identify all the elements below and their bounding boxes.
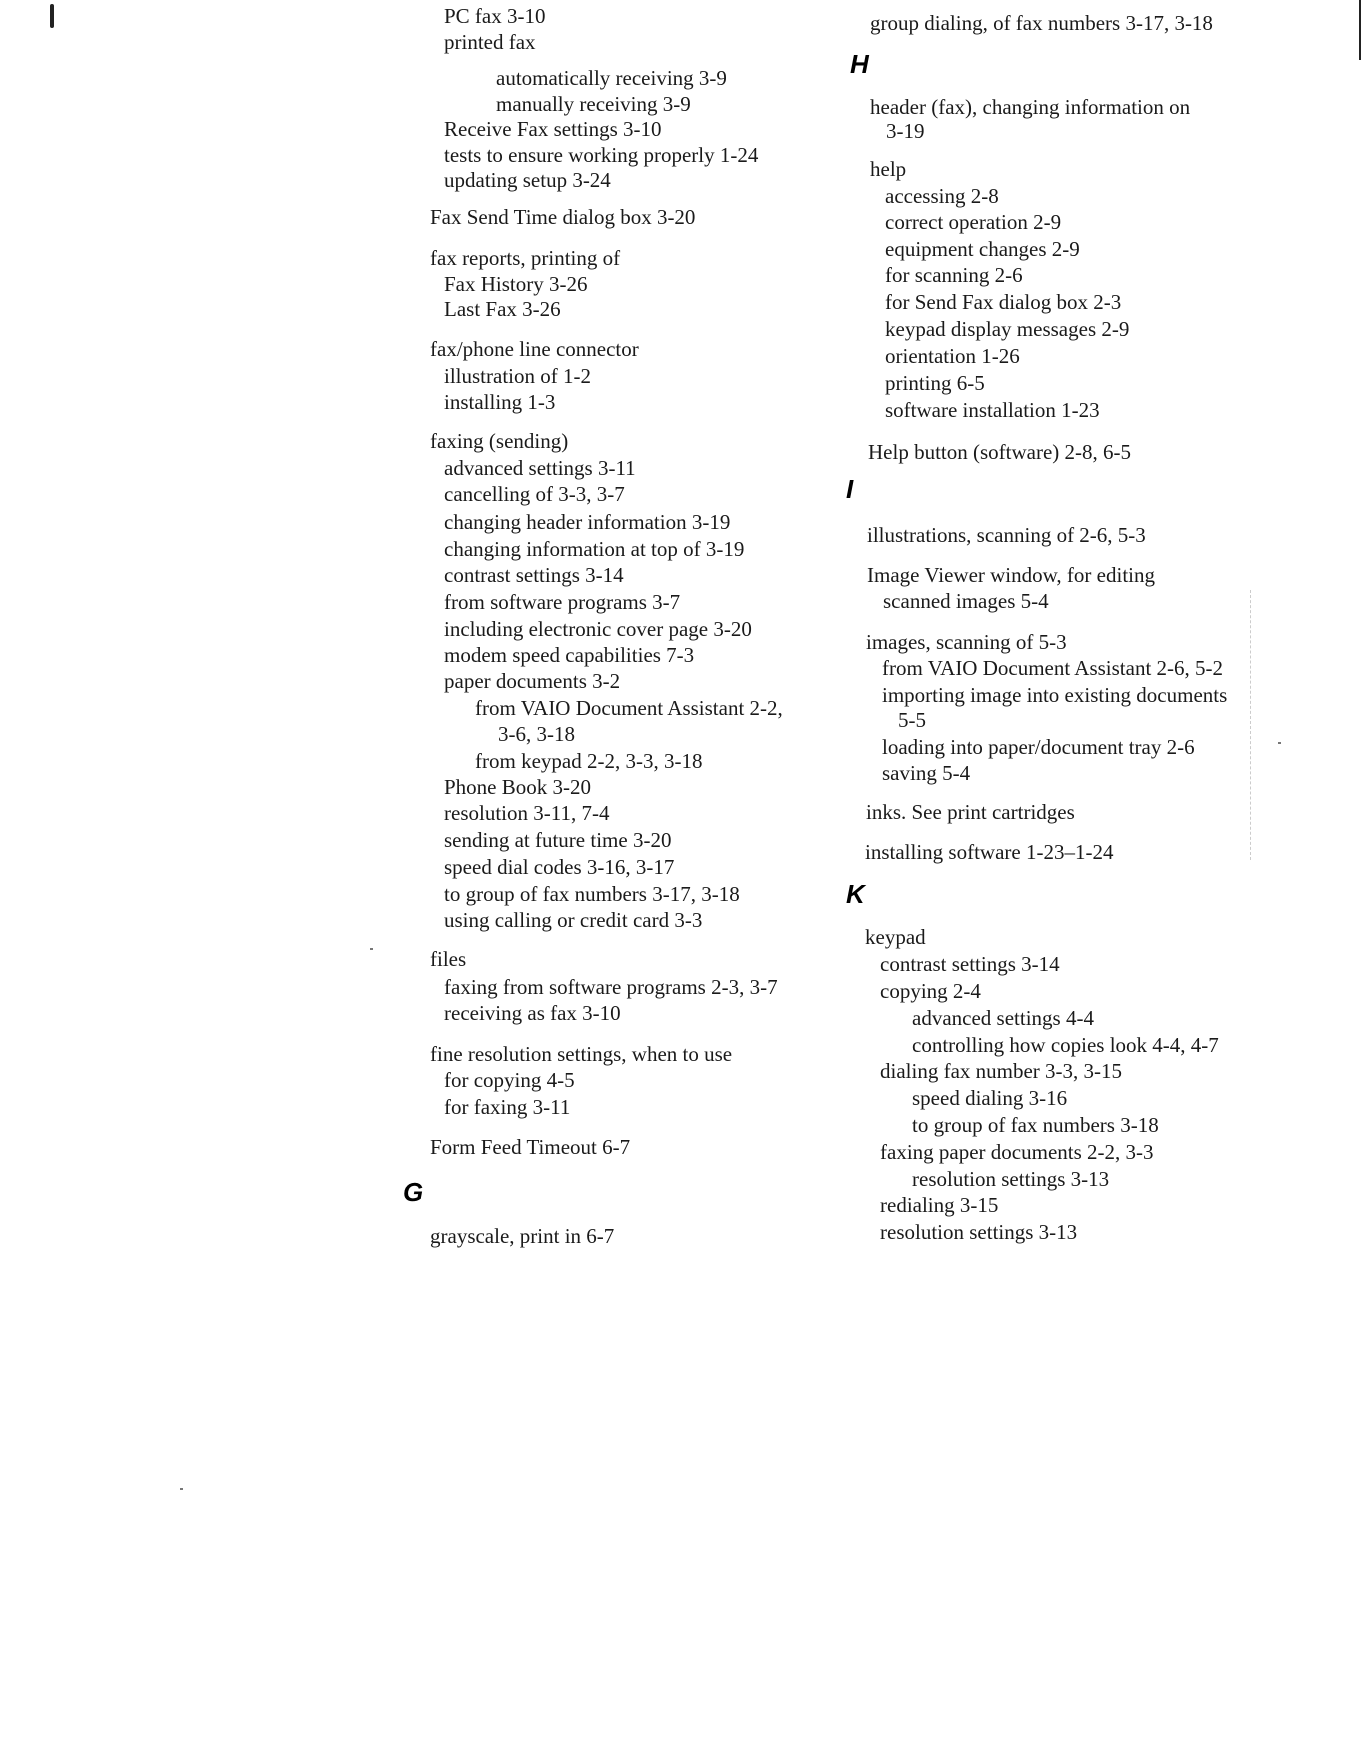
index-entry: keypad bbox=[865, 925, 926, 949]
index-entry: images, scanning of 5-3 bbox=[866, 630, 1067, 654]
index-entry: including electronic cover page 3-20 bbox=[444, 617, 752, 641]
index-entry: controlling how copies look 4-4, 4-7 bbox=[912, 1033, 1219, 1057]
index-entry: Last Fax 3-26 bbox=[444, 297, 561, 321]
index-entry: to group of fax numbers 3-18 bbox=[912, 1113, 1159, 1137]
index-entry: 3-19 bbox=[886, 119, 925, 143]
index-entry: sending at future time 3-20 bbox=[444, 828, 672, 852]
index-entry: faxing paper documents 2-2, 3-3 bbox=[880, 1140, 1154, 1164]
index-entry: faxing from software programs 2-3, 3-7 bbox=[444, 975, 778, 999]
scan-artifact-line bbox=[1250, 590, 1252, 860]
index-entry: importing image into existing documents bbox=[882, 683, 1228, 707]
index-entry: Phone Book 3-20 bbox=[444, 775, 591, 799]
index-entry: faxing (sending) bbox=[430, 429, 569, 453]
index-entry: scanned images 5-4 bbox=[883, 589, 1049, 613]
index-entry: equipment changes 2-9 bbox=[885, 237, 1080, 261]
index-entry: cancelling of 3-3, 3-7 bbox=[444, 482, 625, 506]
index-entry: installing 1-3 bbox=[444, 390, 556, 414]
scan-speck bbox=[370, 948, 373, 950]
index-entry: automatically receiving 3-9 bbox=[496, 66, 727, 90]
scan-speck bbox=[180, 1488, 183, 1490]
index-entry: Receive Fax settings 3-10 bbox=[444, 117, 662, 141]
index-entry: from VAIO Document Assistant 2-6, 5-2 bbox=[882, 656, 1224, 680]
index-entry: 5-5 bbox=[898, 708, 926, 732]
index-entry: Fax History 3-26 bbox=[444, 272, 588, 296]
index-entry: printing 6-5 bbox=[885, 371, 985, 395]
index-entry: for scanning 2-6 bbox=[885, 263, 1023, 287]
index-entry: using calling or credit card 3-3 bbox=[444, 908, 703, 932]
index-entry: keypad display messages 2-9 bbox=[885, 317, 1130, 341]
index-entry: changing information at top of 3-19 bbox=[444, 537, 745, 561]
index-entry: printed fax bbox=[444, 30, 536, 54]
index-entry: resolution 3-11, 7-4 bbox=[444, 801, 610, 825]
index-entry: receiving as fax 3-10 bbox=[444, 1001, 621, 1025]
index-entry: Image Viewer window, for editing bbox=[867, 563, 1155, 587]
index-entry: fine resolution settings, when to use bbox=[430, 1042, 733, 1066]
index-entry: modem speed capabilities 7-3 bbox=[444, 643, 695, 667]
index-entry: to group of fax numbers 3-17, 3-18 bbox=[444, 882, 740, 906]
index-entry: installing software 1-23–1-24 bbox=[865, 840, 1114, 864]
index-entry: group dialing, of fax numbers 3-17, 3-18 bbox=[870, 11, 1213, 35]
section-letter-h: H bbox=[850, 49, 869, 79]
index-entry: advanced settings 3-11 bbox=[444, 456, 636, 480]
section-letter-g: G bbox=[403, 1177, 424, 1207]
index-entry: tests to ensure working properly 1-24 bbox=[444, 143, 759, 167]
index-entry: contrast settings 3-14 bbox=[444, 563, 624, 587]
index-entry: loading into paper/document tray 2-6 bbox=[882, 735, 1195, 759]
index-entry: header (fax), changing information on bbox=[870, 95, 1191, 119]
index-entry: files bbox=[430, 947, 467, 971]
index-entry: Form Feed Timeout 6-7 bbox=[430, 1135, 631, 1159]
index-entry: for Send Fax dialog box 2-3 bbox=[885, 290, 1122, 314]
index-entry: 3-6, 3-18 bbox=[498, 722, 575, 746]
index-entry: speed dial codes 3-16, 3-17 bbox=[444, 855, 675, 879]
index-entry: paper documents 3-2 bbox=[444, 669, 621, 693]
index-entry: accessing 2-8 bbox=[885, 184, 999, 208]
index-entry: resolution settings 3-13 bbox=[912, 1167, 1110, 1191]
index-entry: redialing 3-15 bbox=[880, 1193, 999, 1217]
index-entry: from keypad 2-2, 3-3, 3-18 bbox=[475, 749, 703, 773]
index-entry: saving 5-4 bbox=[882, 761, 971, 785]
scan-speck bbox=[1278, 742, 1281, 744]
index-entry: inks. See print cartridges bbox=[866, 800, 1075, 824]
index-entry: advanced settings 4-4 bbox=[912, 1006, 1094, 1030]
index-entry: from VAIO Document Assistant 2-2, bbox=[475, 696, 783, 720]
index-entry: illustration of 1-2 bbox=[444, 364, 591, 388]
index-entry: from software programs 3-7 bbox=[444, 590, 681, 614]
index-entry: manually receiving 3-9 bbox=[496, 92, 691, 116]
index-entry: orientation 1-26 bbox=[885, 344, 1020, 368]
index-entry: PC fax 3-10 bbox=[444, 4, 546, 28]
scan-mark bbox=[50, 4, 54, 28]
index-entry: copying 2-4 bbox=[880, 979, 981, 1003]
index-entry: for copying 4-5 bbox=[444, 1068, 575, 1092]
index-entry: dialing fax number 3-3, 3-15 bbox=[880, 1059, 1123, 1083]
index-entry: fax/phone line connector bbox=[430, 337, 639, 361]
index-entry: grayscale, print in 6-7 bbox=[430, 1224, 615, 1248]
index-entry: help bbox=[870, 157, 907, 181]
index-entry: Help button (software) 2-8, 6-5 bbox=[868, 440, 1132, 464]
index-entry: resolution settings 3-13 bbox=[880, 1220, 1078, 1244]
index-entry: illustrations, scanning of 2-6, 5-3 bbox=[867, 523, 1146, 547]
index-entry: correct operation 2-9 bbox=[885, 210, 1062, 234]
index-entry: contrast settings 3-14 bbox=[880, 952, 1060, 976]
index-entry: for faxing 3-11 bbox=[444, 1095, 571, 1119]
index-entry: Fax Send Time dialog box 3-20 bbox=[430, 205, 696, 229]
index-entry: updating setup 3-24 bbox=[444, 168, 611, 192]
index-entry: fax reports, printing of bbox=[430, 246, 621, 270]
index-entry: speed dialing 3-16 bbox=[912, 1086, 1068, 1110]
section-letter-k: K bbox=[846, 879, 865, 909]
index-entry: changing header information 3-19 bbox=[444, 510, 731, 534]
index-entry: software installation 1-23 bbox=[885, 398, 1100, 422]
section-letter-i: I bbox=[846, 474, 854, 504]
